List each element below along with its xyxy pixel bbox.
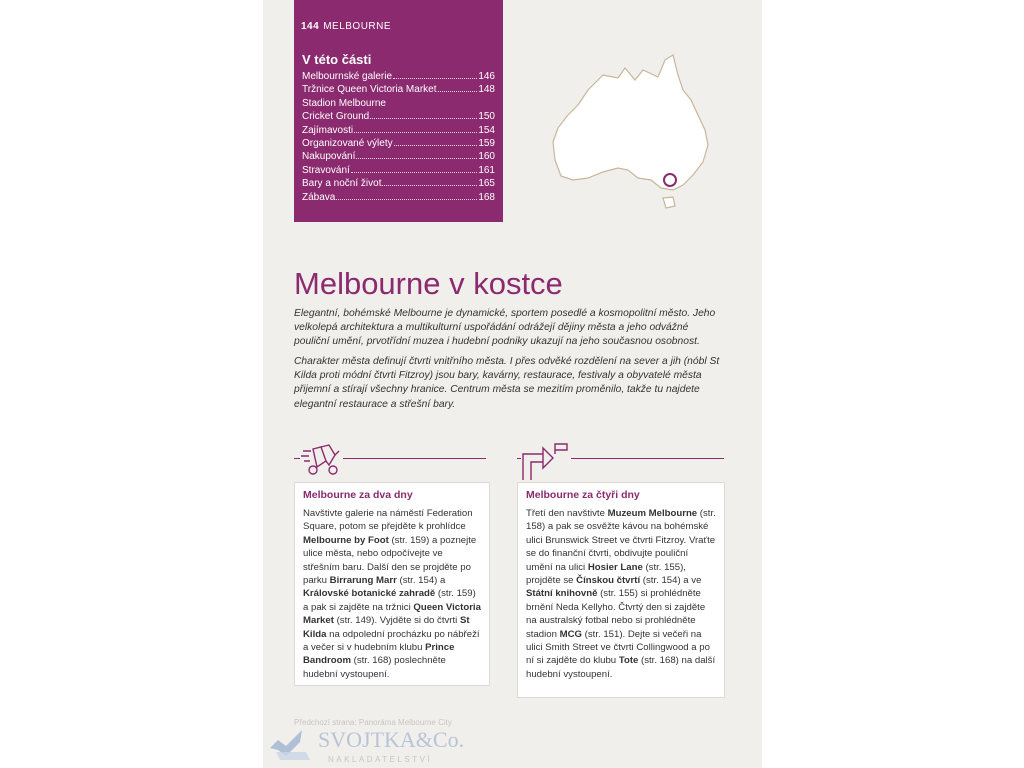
toc-item — [302, 83, 495, 96]
text-run: (str. 158) a pak se osvěžte kávou na bohémské ulici Brunswick Street ve čtvrti Fitzroy. Vraťte se do finanční čtvrti, obdivujte pouliční umění na ulici — [526, 508, 716, 573]
toc-item — [302, 150, 495, 163]
section-name: MELBOURNE — [323, 21, 392, 32]
two-days-box — [294, 482, 490, 686]
text-run: (str. 168) poslechněte hudební vystoupení. — [303, 655, 446, 680]
scooter-icon — [299, 437, 343, 479]
intro-paragraph-1: Elegantní, bohémské Melbourne je dynamické, sportem posedlé a kosmopolitní město. Jeho velkolepá architektura a multikulturní uspořádání odrážejí dějiny města a jeho odvážné pouliční umění, prvotřídní muzea i hudební podniky ukazují na jeho současnou osobnost. — [294, 308, 716, 348]
toc-item — [302, 110, 495, 123]
text-run: (str. 159) a poznejte ulice města, nebo odpočívejte ve střešním baru. Další den se projděte po parku — [303, 534, 477, 587]
highlighted-place: St Kilda — [303, 615, 470, 640]
page-title: Melbourne v kostce — [294, 266, 563, 301]
toc-item-label: Bary a noční život — [302, 178, 382, 190]
toc-leader-dots — [393, 78, 477, 79]
text-run: (str. 168) na další hudební vystoupení. — [526, 655, 716, 680]
toc-item-label: Stravování — [302, 164, 350, 176]
toc-list — [302, 70, 495, 204]
highlighted-place: Hosier Lane — [587, 561, 643, 573]
toc-panel — [294, 0, 503, 222]
toc-item-page: 154 — [478, 124, 495, 136]
toc-item — [302, 70, 495, 83]
text-run: (str. 155), projděte se — [526, 561, 686, 587]
highlighted-place: Čínskou čtvrtí — [576, 575, 641, 587]
toc-item-label: Melbournské galerie — [302, 71, 393, 82]
highlighted-place: Prince Bandroom — [303, 642, 455, 667]
toc-leader-dots — [370, 118, 477, 119]
toc-leader-dots — [394, 145, 478, 146]
four-days-heading: Melbourne za čtyři dny — [526, 489, 640, 501]
intro-text — [294, 307, 726, 418]
australia-map — [533, 50, 723, 225]
toc-leader-dots — [336, 199, 477, 200]
highlighted-place: Birrarung Marr — [329, 575, 397, 587]
intro-paragraph-2: Charakter města definují čtvrti vnitřního města. I přes odvěké rozdělení na sever a jih (nóbl St Kilda proti módní čtvrti Fitzroy) jsou bary, kavárny, restaurace, festivaly a obyvatelé města přijemní a stírají všechny hranice. Centrum města se mezitím proměnilo, takže tu najdete elegantní restaurace a střešní bary. — [294, 356, 720, 410]
toc-leader-dots — [382, 185, 477, 186]
publisher-subtitle: NAKLADATELSTVÍ — [328, 755, 433, 764]
text-run: (str. 149). Vyjděte si do čtvrti — [333, 615, 460, 627]
text-run: Navštivte galerie na náměstí Federation Square, potom se přejděte k prohlídce — [303, 508, 473, 533]
toc-item-label: Zajímavosti — [302, 124, 354, 136]
four-days-box — [517, 482, 725, 698]
toc-item-page: 159 — [478, 138, 495, 150]
toc-item-page: 168 — [478, 191, 495, 203]
route-arrow-icon — [519, 440, 571, 480]
toc-leader-dots — [354, 132, 477, 133]
toc-item-page: 146 — [478, 71, 495, 82]
toc-item-label: Cricket Ground — [302, 111, 370, 123]
toc-item — [302, 164, 495, 177]
publisher-name: SVOJTKA&Co. — [318, 727, 465, 752]
toc-item — [302, 124, 495, 137]
highlighted-place: Státní knihovně — [526, 588, 598, 600]
two-days-heading: Melbourne za dva dny — [303, 489, 413, 501]
two-days-text — [303, 507, 481, 681]
highlighted-place: MCG — [559, 628, 582, 640]
toc-item — [302, 97, 495, 110]
highlighted-place: Královské botanické zahradě — [303, 588, 436, 600]
page-header — [301, 21, 391, 32]
text-run: (str. 154) a — [396, 575, 446, 587]
toc-leader-dots — [356, 158, 477, 159]
toc-item-label: Zábava — [302, 191, 336, 203]
toc-item-page: 160 — [478, 151, 495, 163]
text-run: Třetí den navštivte — [526, 508, 608, 519]
highlighted-place: Muzeum Melbourne — [607, 508, 698, 519]
toc-leader-dots — [438, 91, 478, 92]
highlighted-place: Tote — [618, 655, 639, 667]
text-run: (str. 151). Dejte si večeři na ulici Smith Street ve čtvrti Collingwood a po ní si zajděte do klubu — [526, 628, 710, 667]
toc-leader-dots — [351, 172, 478, 173]
toc-item-page: 150 — [478, 111, 495, 123]
divider-line — [571, 458, 724, 459]
toc-item — [302, 191, 495, 204]
four-days-text — [526, 507, 716, 681]
toc-item-page: 165 — [478, 178, 495, 190]
toc-item-label: Stadion Melbourne — [302, 97, 386, 109]
text-run: na odpolední procházku po nábřeží a večer si v hudebním klubu — [303, 628, 480, 654]
publisher-logo — [266, 722, 466, 768]
highlighted-place: Melbourne by Foot — [303, 534, 389, 546]
text-run: (str. 159) a pak si zajděte na tržnici — [303, 588, 476, 613]
toc-heading: V této části — [302, 52, 372, 67]
toc-item-label: Nakupování — [302, 151, 356, 163]
divider-line — [343, 458, 486, 459]
toc-item-label: Tržnice Queen Victoria Market — [302, 84, 437, 96]
book-page — [263, 0, 762, 768]
photo-caption: Předchozí strana: Panoráma Melbourne City — [294, 718, 452, 727]
page-number: 144 — [301, 21, 320, 32]
toc-item-page: 148 — [478, 84, 495, 96]
toc-item-page: 161 — [478, 164, 495, 176]
highlighted-place: Queen Victoria Market — [303, 601, 481, 627]
toc-item-label: Organizované výlety — [302, 138, 393, 150]
toc-item — [302, 177, 495, 190]
text-run: (str. 155) si prohlédněte brnění Neda Kellyho. Čtvrtý den si zajděte na australský fotbal nebo si prohlédněte stadion — [526, 588, 706, 640]
text-run: (str. 154) a ve — [640, 575, 702, 587]
toc-item — [302, 137, 495, 150]
